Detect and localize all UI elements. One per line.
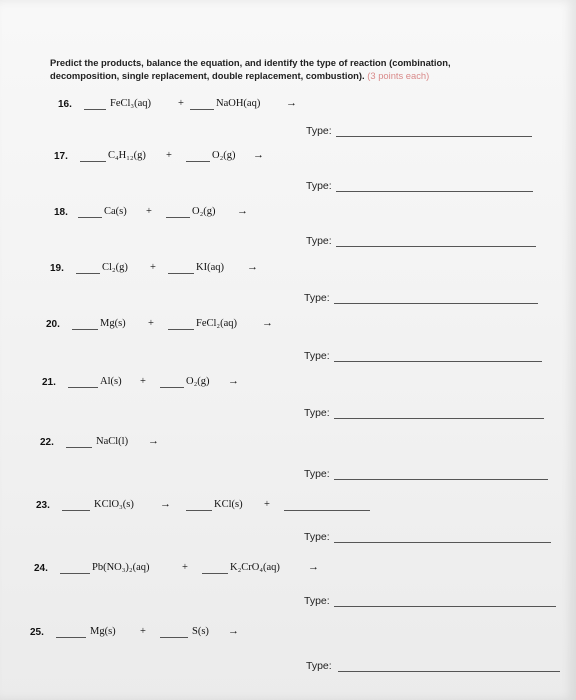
reaction-arrow: → (228, 375, 239, 387)
reactant-2: O₂(g) (186, 376, 210, 387)
plus-sign: + (178, 98, 184, 109)
coefficient-blank[interactable] (60, 573, 90, 574)
coefficient-blank[interactable] (168, 273, 194, 274)
reactant-1: Al(s) (100, 376, 122, 387)
type-answer-21[interactable] (304, 407, 544, 421)
coefficient-blank[interactable] (68, 387, 98, 388)
type-answer-line[interactable] (334, 418, 544, 419)
coefficient-blank[interactable] (56, 637, 86, 638)
points-note: (3 points each) (367, 70, 430, 81)
reactant-2: NaOH(aq) (216, 98, 261, 109)
reactant-2: S(s) (192, 626, 209, 637)
problem-number: 16. (58, 99, 72, 110)
reactant-2: O₂(g) (212, 150, 236, 161)
problem-number: 22. (40, 437, 54, 448)
type-label: Type: (304, 531, 330, 543)
instructions (50, 56, 520, 82)
problem-20 (0, 318, 576, 334)
type-answer-line[interactable] (334, 303, 538, 304)
product-blank[interactable] (284, 510, 370, 511)
reaction-arrow: → (308, 561, 319, 573)
problem-number: 23. (36, 500, 50, 511)
reactant-1: FeCl₃(aq) (110, 98, 151, 109)
reactant-1: Pb(NO₃)₂(aq) (92, 562, 150, 573)
type-answer-line[interactable] (336, 191, 533, 192)
problem-17 (0, 150, 576, 166)
product-1: KCl(s) (214, 499, 243, 510)
reactant-1: C₄H₁₂(g) (108, 150, 146, 161)
type-answer-19[interactable] (304, 292, 538, 306)
type-answer-line[interactable] (338, 671, 560, 672)
plus-sign: + (150, 262, 156, 273)
coefficient-blank[interactable] (168, 329, 194, 330)
reactant-2: O₂(g) (192, 206, 216, 217)
plus-sign: + (148, 318, 154, 329)
problem-number: 17. (54, 151, 68, 162)
problem-number: 19. (50, 263, 64, 274)
coefficient-blank[interactable] (186, 161, 210, 162)
reactant-1: Cl₂(g) (102, 262, 128, 273)
problem-number: 25. (30, 627, 44, 638)
reactant-2: K₂CrO₄(aq) (230, 562, 280, 573)
coefficient-blank[interactable] (66, 447, 92, 448)
reactant-2: FeCl₂(aq) (196, 318, 237, 329)
coefficient-blank[interactable] (160, 387, 184, 388)
reaction-arrow: → (148, 435, 159, 447)
reaction-arrow: → (247, 261, 258, 273)
reaction-arrow: → (228, 625, 239, 637)
problem-23 (0, 499, 576, 515)
type-answer-line[interactable] (334, 542, 551, 543)
type-answer-line[interactable] (334, 606, 556, 607)
reactant-1: Mg(s) (90, 626, 116, 637)
type-label: Type: (306, 235, 332, 247)
type-label: Type: (306, 125, 332, 137)
coefficient-blank[interactable] (190, 109, 214, 110)
reaction-arrow: → (253, 149, 264, 161)
type-answer-17[interactable] (306, 180, 533, 194)
plus-sign: + (140, 376, 146, 387)
reactant-1: Ca(s) (104, 206, 127, 217)
coefficient-blank[interactable] (202, 573, 228, 574)
coefficient-blank[interactable] (62, 510, 90, 511)
type-label: Type: (304, 407, 330, 419)
type-answer-line[interactable] (336, 246, 536, 247)
reactant-2: KI(aq) (196, 262, 224, 273)
coefficient-blank[interactable] (72, 329, 98, 330)
type-answer-24[interactable] (304, 595, 556, 609)
reaction-arrow: → (286, 97, 297, 109)
problem-19 (0, 262, 576, 278)
type-label: Type: (304, 292, 330, 304)
coefficient-blank[interactable] (78, 217, 102, 218)
coefficient-blank[interactable] (84, 109, 106, 110)
reaction-arrow: → (262, 317, 273, 329)
plus-sign: + (140, 626, 146, 637)
type-answer-16[interactable] (306, 125, 532, 139)
type-answer-23[interactable] (304, 531, 551, 545)
plus-sign: + (146, 206, 152, 217)
instructions-text: Predict the products, balance the equation, and identify the type of reaction (combination, decomposition, single replacement, double replacement, combustion). (50, 57, 451, 81)
type-answer-line[interactable] (334, 361, 542, 362)
reaction-arrow: → (237, 205, 248, 217)
problem-18 (0, 206, 576, 222)
problem-number: 21. (42, 377, 56, 388)
type-answer-line[interactable] (334, 479, 548, 480)
type-label: Type: (306, 180, 332, 192)
coefficient-blank[interactable] (80, 161, 106, 162)
type-answer-18[interactable] (306, 235, 536, 249)
reactant-1: Mg(s) (100, 318, 126, 329)
problem-number: 24. (34, 563, 48, 574)
coefficient-blank[interactable] (186, 510, 212, 511)
type-label: Type: (304, 595, 330, 607)
coefficient-blank[interactable] (160, 637, 188, 638)
type-answer-22[interactable] (304, 468, 548, 482)
problem-24 (0, 562, 576, 578)
type-label: Type: (304, 468, 330, 480)
type-answer-25[interactable] (306, 660, 560, 674)
type-label: Type: (306, 660, 332, 672)
reactant-1: KClO₃(s) (94, 499, 134, 510)
type-answer-line[interactable] (336, 136, 532, 137)
reactant-1: NaCl(l) (96, 436, 129, 447)
problem-22 (0, 436, 576, 452)
problem-number: 18. (54, 207, 68, 218)
problem-25 (0, 626, 576, 642)
problem-16 (0, 98, 576, 114)
plus-sign: + (264, 499, 270, 510)
type-answer-20[interactable] (304, 350, 542, 364)
plus-sign: + (166, 150, 172, 161)
coefficient-blank[interactable] (166, 217, 190, 218)
problem-21 (0, 376, 576, 392)
type-label: Type: (304, 350, 330, 362)
reaction-arrow: → (160, 498, 171, 510)
problem-number: 20. (46, 319, 60, 330)
plus-sign: + (182, 562, 188, 573)
coefficient-blank[interactable] (76, 273, 100, 274)
